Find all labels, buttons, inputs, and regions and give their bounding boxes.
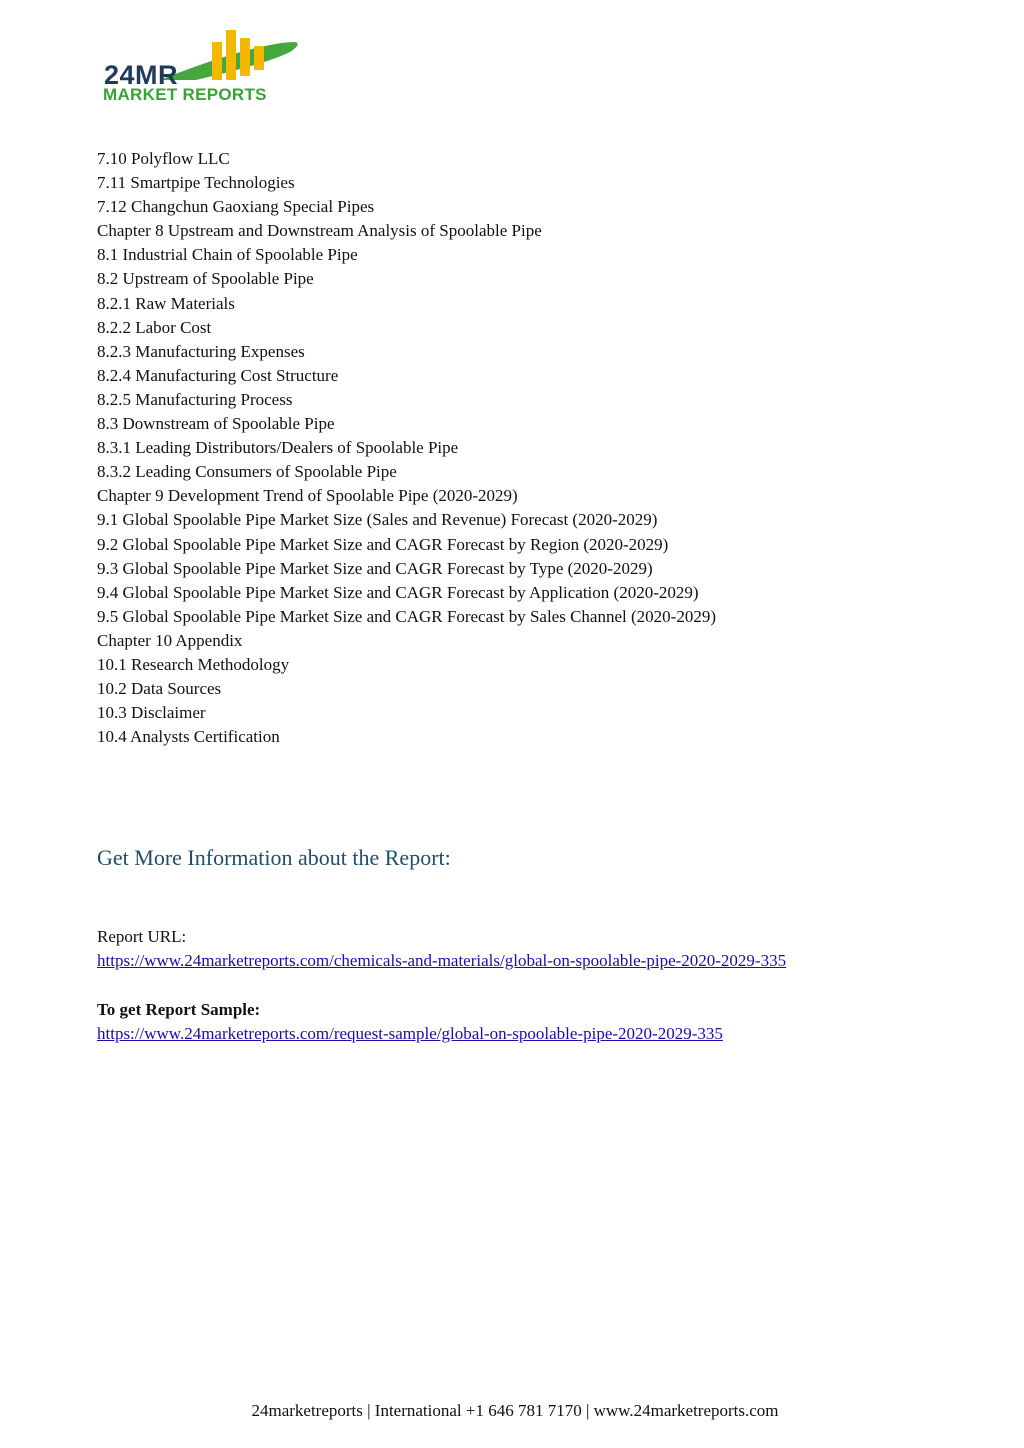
toc-item: 9.1 Global Spoolable Pipe Market Size (Sales and Revenue) Forecast (2020-2029) <box>97 510 658 530</box>
toc-item: 9.2 Global Spoolable Pipe Market Size and CAGR Forecast by Region (2020-2029) <box>97 534 669 554</box>
toc-item: 9.3 Global Spoolable Pipe Market Size and CAGR Forecast by Type (2020-2029) <box>97 558 653 578</box>
toc-item: 8.3 Downstream of Spoolable Pipe <box>97 414 335 434</box>
logo-text-secondary: MARKET REPORTS <box>103 85 267 104</box>
toc-item: 10.3 Disclaimer <box>97 703 206 723</box>
page-footer: 24marketreports | International +1 646 781 7170 | www.24marketreports.com <box>251 1401 779 1420</box>
table-of-contents <box>97 147 957 749</box>
toc-item: 9.4 Global Spoolable Pipe Market Size and CAGR Forecast by Application (2020-2029) <box>97 582 699 602</box>
toc-item: 8.2.1 Raw Materials <box>97 293 235 313</box>
toc-item: 8.1 Industrial Chain of Spoolable Pipe <box>97 245 358 265</box>
toc-item: 8.2.2 Labor Cost <box>97 317 212 337</box>
toc-item: 10.4 Analysts Certification <box>97 727 280 747</box>
more-info-heading: Get More Information about the Report: <box>97 845 451 870</box>
toc-item: 7.11 Smartpipe Technologies <box>97 173 295 193</box>
toc-item: 8.3.1 Leading Distributors/Dealers of Spoolable Pipe <box>97 438 459 458</box>
toc-item: 8.2.3 Manufacturing Expenses <box>97 341 305 361</box>
report-url-block <box>97 925 786 973</box>
toc-item: 8.2 Upstream of Spoolable Pipe <box>97 269 314 289</box>
report-url-link[interactable]: https://www.24marketreports.com/chemicals-and-materials/global-on-spoolable-pipe-2020-2029-335 <box>97 951 787 970</box>
toc-item: 9.5 Global Spoolable Pipe Market Size and CAGR Forecast by Sales Channel (2020-2029) <box>97 606 716 626</box>
toc-item: 10.2 Data Sources <box>97 679 222 699</box>
sample-url-block <box>97 998 723 1046</box>
sample-url-label: To get Report Sample: <box>97 1000 261 1019</box>
toc-item: 8.2.4 Manufacturing Cost Structure <box>97 365 339 385</box>
toc-item: Chapter 9 Development Trend of Spoolable Pipe (2020-2029) <box>97 486 518 506</box>
toc-item: 8.3.2 Leading Consumers of Spoolable Pipe <box>97 462 397 482</box>
toc-item: 7.10 Polyflow LLC <box>97 149 230 168</box>
logo-text-primary: 24MR <box>104 60 179 90</box>
company-logo <box>100 28 310 108</box>
toc-item: Chapter 10 Appendix <box>97 630 243 650</box>
report-url-label: Report URL: <box>97 927 187 946</box>
toc-item: Chapter 8 Upstream and Downstream Analysis of Spoolable Pipe <box>97 221 542 241</box>
toc-item: 8.2.5 Manufacturing Process <box>97 389 293 409</box>
toc-item: 10.1 Research Methodology <box>97 654 290 674</box>
toc-item: 7.12 Changchun Gaoxiang Special Pipes <box>97 197 375 217</box>
sample-url-link[interactable]: https://www.24marketreports.com/request-sample/global-on-spoolable-pipe-2020-2029-335 <box>97 1024 723 1043</box>
